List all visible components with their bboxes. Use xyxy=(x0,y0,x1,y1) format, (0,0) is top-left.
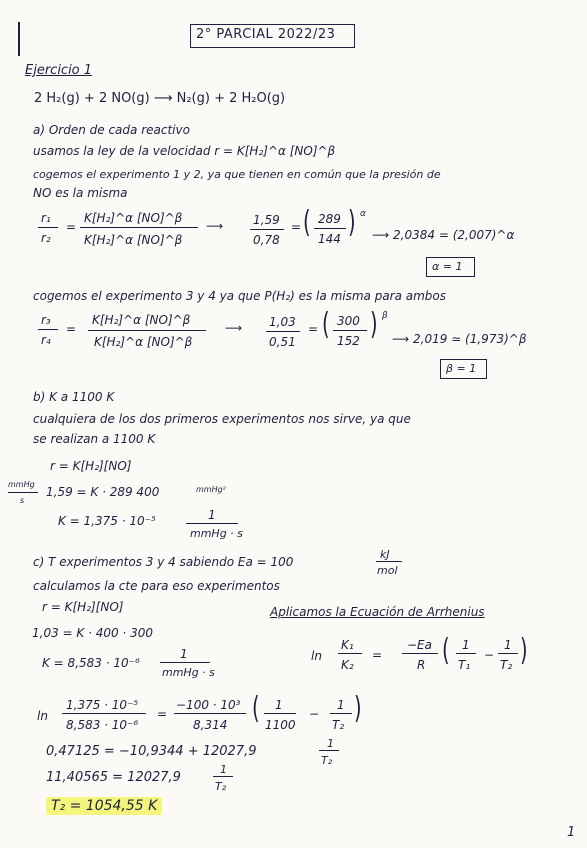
eq1-paren-open: ( xyxy=(303,205,311,240)
calc-line-a: 0,47125 = −10,9344 + 12027,9 xyxy=(46,744,257,759)
eq2-rhs-den: K[H₂]^α [NO]^β xyxy=(94,335,193,349)
k1100-unit-bar xyxy=(186,523,238,524)
eq2-rhs-num: K[H₂]^α [NO]^β xyxy=(92,313,191,327)
k3-unit-num: 1 xyxy=(180,647,188,661)
rate-unit-den: s xyxy=(20,496,25,505)
eq2-equals2: = xyxy=(308,322,319,336)
arr-ea-num: −Ea xyxy=(407,638,432,652)
part-c-line1: calculamos la cte para eso experimentos xyxy=(33,579,280,593)
arr-ea-bar xyxy=(402,653,438,654)
eq1-equals: = xyxy=(66,220,77,234)
sub-t2-bar xyxy=(330,713,352,714)
eq2-val-num: 1,03 xyxy=(269,315,296,329)
calc-line-b-frac-num: 1 xyxy=(220,763,227,776)
arrhenius-label: Aplicamos la Ecuación de Arrhenius xyxy=(270,605,485,619)
calc-line-a-frac-bar xyxy=(319,750,339,751)
arr-equals: = xyxy=(372,648,383,662)
sub-k-num: 1,375 · 10⁻⁵ xyxy=(66,698,139,712)
ea-unit-bar xyxy=(376,561,402,562)
calc-line-b: 11,40565 = 12027,9 xyxy=(46,770,181,785)
eq1-val-bar xyxy=(250,229,284,230)
eq2-paren-close: ) xyxy=(370,307,378,342)
eq1-ratio-den: 144 xyxy=(318,232,341,246)
arr-ln: ln xyxy=(311,649,322,663)
arr-t1-den: T₁ xyxy=(458,658,471,672)
margin-mark xyxy=(18,22,20,56)
eq2-equals: = xyxy=(66,322,77,336)
part-b-heading: b) K a 1100 K xyxy=(33,390,115,404)
part-a-line4: cogemos el experimento 3 y 4 ya que P(H₂) es la misma para ambos xyxy=(33,289,447,303)
eq1-ratio-bar xyxy=(314,228,346,229)
exercise-title: Ejercicio 1 xyxy=(25,63,93,78)
rate-unit-num: mmHg xyxy=(8,480,35,489)
sub-equals: = xyxy=(157,707,168,721)
eq2-rhs-bar xyxy=(88,330,206,331)
part-c-eq2: 1,03 = K · 400 · 300 xyxy=(32,626,153,640)
eq1-result: ⟶ 2,0384 = (2,007)^α xyxy=(372,228,515,242)
beta-result: β = 1 xyxy=(446,362,477,375)
sub-paren-open: ( xyxy=(252,691,260,726)
eq2-arrow: ⟶ xyxy=(225,321,243,335)
calc-line-b-frac-bar xyxy=(213,776,233,777)
k1100-unit-num: 1 xyxy=(208,508,216,522)
eq2-r4: r₄ xyxy=(41,333,51,347)
calc-line-a-frac-den: T₂ xyxy=(321,754,333,767)
k3-unit-den: mmHg · s xyxy=(162,666,215,679)
arr-paren-close: ) xyxy=(520,633,528,668)
eq1-rhs-bar xyxy=(80,227,198,228)
eq1-val-den: 0,78 xyxy=(253,233,280,247)
arr-ea-den: R xyxy=(417,658,426,672)
page-number: 1 xyxy=(567,825,576,840)
eq2-r3: r₃ xyxy=(41,313,51,327)
eq2-result: ⟶ 2,019 ≃ (1,973)^β xyxy=(392,332,527,346)
ea-unit-den: mol xyxy=(377,564,398,577)
arr-t1-bar xyxy=(456,653,476,654)
part-b-line1: cualquiera de los dos primeros experimentos nos sirve, ya que xyxy=(33,412,411,426)
eq2-val-den: 0,51 xyxy=(269,335,296,349)
part-c-eq1: r = K[H₂][NO] xyxy=(42,600,124,614)
sub-t1-bar xyxy=(264,713,296,714)
sub-t1-den: 1100 xyxy=(265,718,296,732)
eq2-ratio-den: 152 xyxy=(337,334,360,348)
part-b-eq2-unit: mmHg² xyxy=(196,485,226,494)
part-b-eq2: 1,59 = K · 289 400 xyxy=(46,485,160,499)
sub-k-bar xyxy=(62,713,146,714)
part-c-heading: c) T experimentos 3 y 4 sabiendo Ea = 100 xyxy=(33,555,294,569)
eq1-val-num: 1,59 xyxy=(253,213,280,227)
ea-unit-num: kJ xyxy=(380,548,390,561)
part-a-line3: NO es la misma xyxy=(33,186,128,200)
sub-ln: ln xyxy=(37,709,48,723)
calc-line-a-frac-num: 1 xyxy=(327,737,334,750)
beta-box xyxy=(440,359,487,379)
eq2-val-bar xyxy=(266,331,300,332)
final-result: T₂ = 1054,55 K xyxy=(46,797,162,815)
part-a-line1: usamos la ley de la velocidad r = K[H₂]^α [NO]^β xyxy=(33,144,336,158)
part-b-eq1: r = K[H₂][NO] xyxy=(50,459,132,473)
sub-ea-den: 8,314 xyxy=(193,718,228,732)
eq1-lhs-bar xyxy=(38,227,58,228)
part-b-eq3: K = 1,375 · 10⁻⁵ xyxy=(58,514,156,528)
eq1-paren-close: ) xyxy=(348,205,356,240)
sub-t2-num: 1 xyxy=(337,698,345,712)
alpha-box xyxy=(426,257,475,277)
eq2-lhs-bar xyxy=(38,329,58,330)
sub-paren-close: ) xyxy=(354,691,362,726)
exam-title: 2° PARCIAL 2022/23 xyxy=(196,27,336,42)
arr-t2-den: T₂ xyxy=(500,658,513,672)
reaction-equation: 2 H₂(g) + 2 NO(g) ⟶ N₂(g) + 2 H₂O(g) xyxy=(34,91,286,106)
eq1-alpha-exp: α xyxy=(360,209,366,219)
arr-paren-open: ( xyxy=(442,633,450,668)
arr-t1-num: 1 xyxy=(462,638,470,652)
part-a-line2: cogemos el experimento 1 y 2, ya que tienen en común que la presión de xyxy=(33,168,441,181)
arr-t2-num: 1 xyxy=(504,638,512,652)
eq2-ratio-bar xyxy=(333,330,367,331)
arr-k-den: K₂ xyxy=(341,658,354,672)
sub-t2-den: T₂ xyxy=(332,718,345,732)
rate-unit-bar xyxy=(8,492,38,493)
eq1-rhs-num: K[H₂]^α [NO]^β xyxy=(84,211,183,225)
k3-unit-bar xyxy=(160,662,210,663)
eq2-ratio-num: 300 xyxy=(337,314,360,328)
alpha-result: α = 1 xyxy=(432,260,463,273)
eq1-arrow: ⟶ xyxy=(206,219,224,233)
eq1-ratio-num: 289 xyxy=(318,212,341,226)
eq2-paren-open: ( xyxy=(322,307,330,342)
eq1-r1: r₁ xyxy=(41,211,51,225)
k1100-unit-den: mmHg · s xyxy=(190,527,243,540)
part-c-eq3: K = 8,583 · 10⁻⁶ xyxy=(42,656,140,670)
eq1-rhs-den: K[H₂]^α [NO]^β xyxy=(84,233,183,247)
part-a-heading: a) Orden de cada reactivo xyxy=(33,123,190,137)
sub-minus: − xyxy=(309,707,320,721)
sub-ea-num: −100 · 10³ xyxy=(176,698,241,712)
eq1-equals2: = xyxy=(291,220,302,234)
sub-t1-num: 1 xyxy=(275,698,283,712)
eq1-r2: r₂ xyxy=(41,231,51,245)
part-b-line2: se realizan a 1100 K xyxy=(33,432,156,446)
sub-k-den: 8,583 · 10⁻⁶ xyxy=(66,718,139,732)
arr-t2-bar xyxy=(498,653,518,654)
eq2-beta-exp: β xyxy=(382,311,388,321)
calc-line-b-frac-den: T₂ xyxy=(215,780,227,793)
exam-title-box xyxy=(190,24,355,48)
arr-k-num: K₁ xyxy=(341,638,354,652)
arr-minus: − xyxy=(484,648,495,662)
arr-k-bar xyxy=(338,653,362,654)
sub-ea-bar xyxy=(174,713,246,714)
